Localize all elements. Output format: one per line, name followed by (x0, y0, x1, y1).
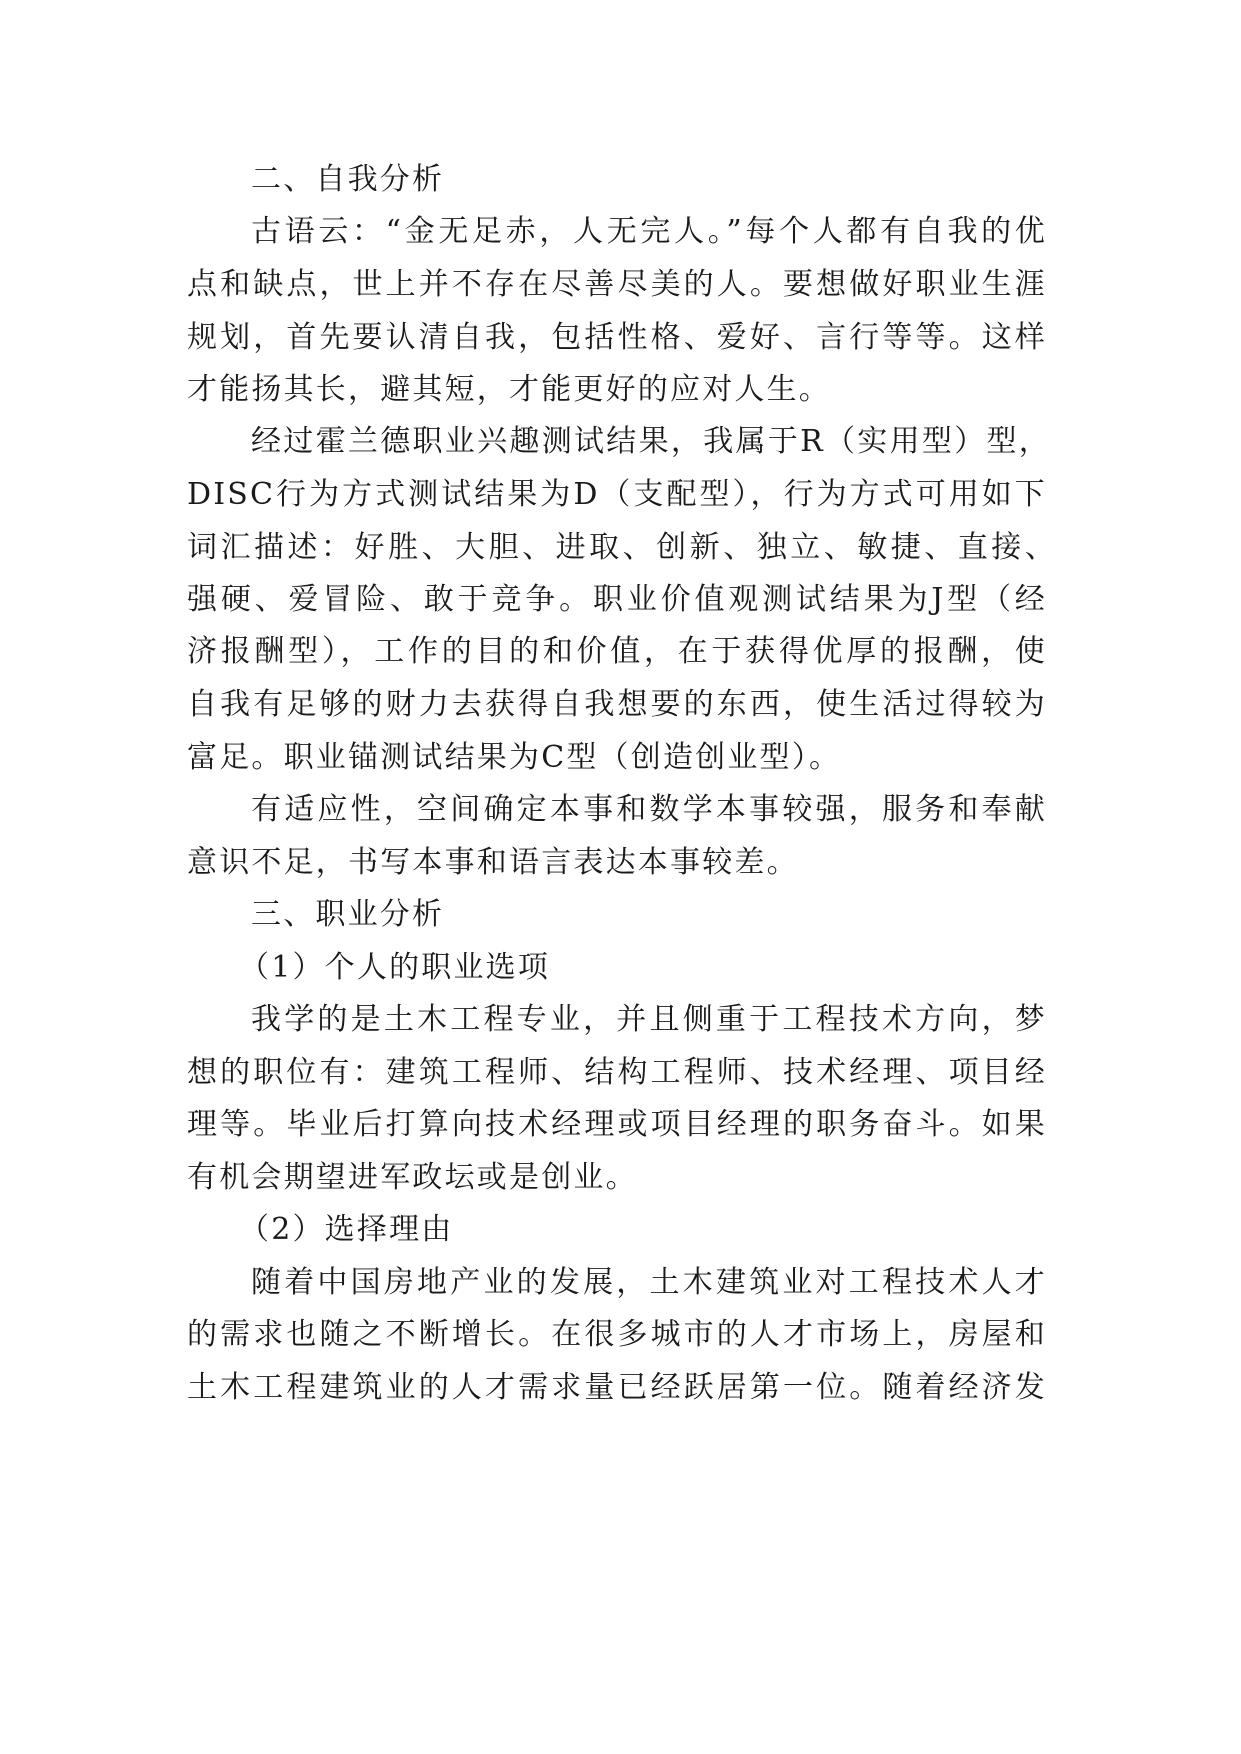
paragraph-line: 的需求也随之不断增长。在很多城市的人才市场上，房屋和 (187, 1317, 1047, 1352)
paragraph-line: 济报酬型），工作的目的和价值，在于获得优厚的报酬，使 (187, 634, 1047, 669)
paragraph-line: 富足。职业锚测试结果为C型（创造创业型）。 (187, 740, 842, 775)
section-heading-self-analysis: 二、自我分析 (251, 162, 445, 197)
paragraph-line: 经过霍兰德职业兴趣测试结果，我属于R（实用型）型， (251, 424, 1051, 459)
paragraph-line: 有机会期望进军政坛或是创业。 (187, 1160, 638, 1195)
paragraph-line: 意识不足，书写本事和语言表达本事较差。 (187, 845, 799, 880)
paragraph-line: 词汇描述：好胜、大胆、进取、创新、独立、敏捷、直接、 (187, 530, 1057, 565)
paragraph-line: 规划，首先要认清自我，包括性格、爱好、言行等等。这样 (187, 320, 1047, 355)
subsection-heading-reasons: （2）选择理由 (239, 1212, 454, 1247)
paragraph-line: 古语云：“金无足赤，人无完人。”每个人都有自我的优 (251, 214, 1047, 249)
paragraph-line: 理等。毕业后打算向技术经理或项目经理的职务奋斗。如果 (187, 1107, 1047, 1142)
paragraph-line: 点和缺点，世上并不存在尽善尽美的人。要想做好职业生涯 (187, 267, 1047, 302)
paragraph-line: 有适应性，空间确定本事和数学本事较强，服务和奉献 (251, 792, 1047, 827)
paragraph-line: 土木工程建筑业的人才需求量已经跃居第一位。随着经济发 (187, 1370, 1047, 1405)
paragraph-line: 随着中国房地产业的发展，土木建筑业对工程技术人才 (251, 1265, 1047, 1300)
paragraph-line: 才能扬其长，避其短，才能更好的应对人生。 (187, 372, 831, 407)
paragraph-line: DISC行为方式测试结果为D（支配型），行为方式可用如下 (187, 477, 1047, 512)
subsection-heading-career-options: （1）个人的职业选项 (239, 950, 551, 985)
paragraph-line: 强硬、爱冒险、敢于竞争。职业价值观测试结果为J型（经 (187, 582, 1047, 617)
paragraph-line: 想的职位有：建筑工程师、结构工程师、技术经理、项目经 (187, 1055, 1047, 1090)
section-heading-career-analysis: 三、职业分析 (251, 897, 445, 932)
paragraph-line: 我学的是土木工程专业，并且侧重于工程技术方向，梦 (251, 1002, 1047, 1037)
paragraph-line: 自我有足够的财力去获得自我想要的东西，使生活过得较为 (187, 687, 1047, 722)
